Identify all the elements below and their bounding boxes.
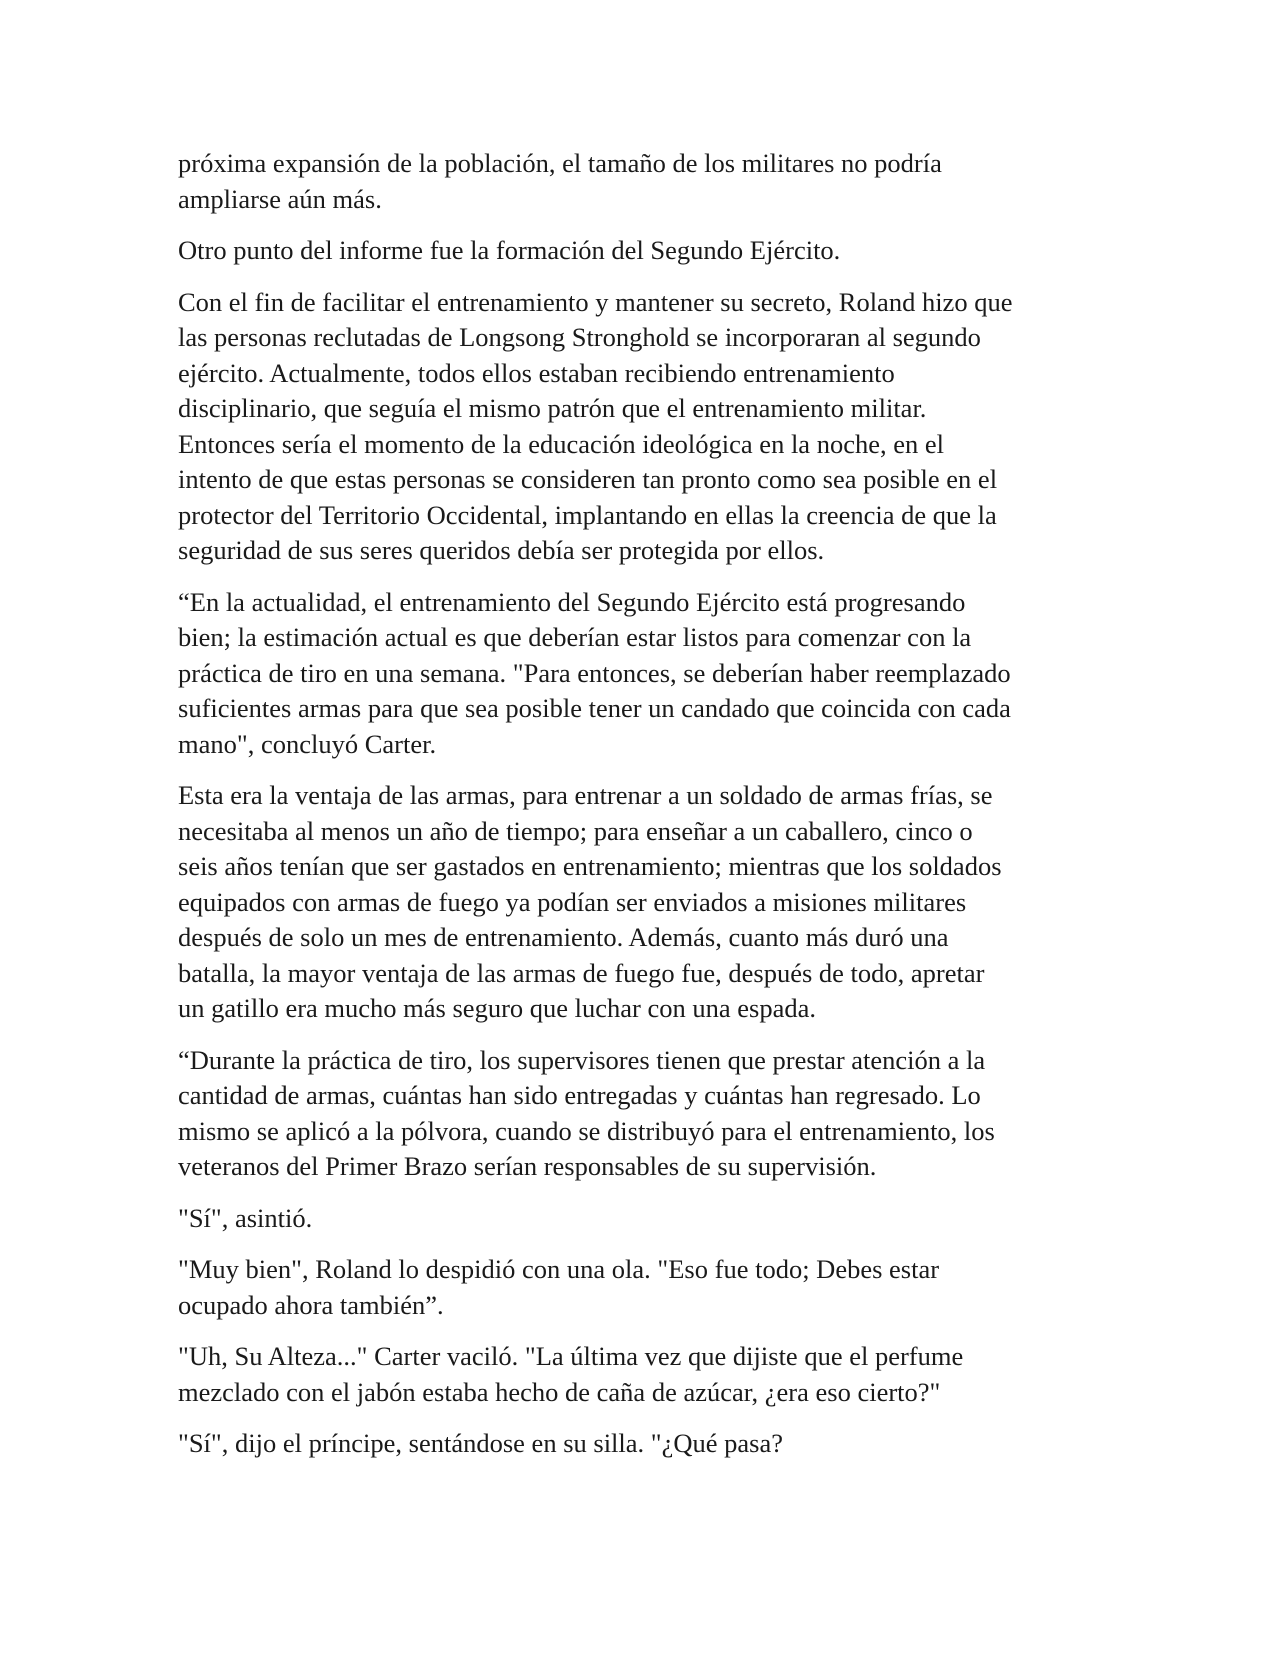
text-line: mezclado con el jabón estaba hecho de caña de azúcar, ¿era eso cierto?" [178,1376,941,1407]
paragraph [178,1426,1108,1462]
paragraph [178,146,1108,217]
text-line: “Durante la práctica de tiro, los supervisores tienen que prestar atención a la [178,1044,986,1075]
text-line: seis años tenían que ser gastados en entrenamiento; mientras que los soldados [178,851,1002,881]
text-line: cantidad de armas, cuántas han sido entregadas y cuántas han regresado. Lo [178,1080,981,1110]
text-line: "Uh, Su Alteza..." Carter vaciló. "La última vez que dijiste que el perfume [178,1341,964,1371]
text-line: veteranos del Primer Brazo serían responsables de su supervisión. [178,1151,877,1181]
text-line: Con el fin de facilitar el entrenamiento y mantener su secreto, Roland hizo que [178,286,1013,317]
text-line: mismo se aplicó a la pólvora, cuando se distribuyó para el entrenamiento, los [178,1115,995,1146]
text-line: "Muy bien", Roland lo despidió con una ola. "Eso fue todo; Debes estar [178,1254,940,1284]
text-line: práctica de tiro en una semana. "Para entonces, se deberían haber reemplazado [178,657,1011,688]
text-line: suficientes armas para que sea posible tener un candado que coincida con cada [178,693,1011,723]
document-body [178,146,1108,1478]
text-line: "Sí", asintió. [178,1202,313,1233]
text-line: equipados con armas de fuego ya podían ser enviados a misiones militares [178,886,967,917]
paragraph [178,778,1108,1027]
paragraph [178,233,1108,269]
text-line: bien; la estimación actual es que deberían estar listos para comenzar con la [178,622,972,652]
text-line: Otro punto del informe fue la formación del Segundo Ejército. [178,235,841,265]
text-line: seguridad de sus seres queridos debía ser protegida por ellos. [178,535,825,565]
text-line: batalla, la mayor ventaja de las armas de fuego fue, después de todo, apretar [178,957,985,988]
paragraph [178,1201,1108,1237]
text-line: “En la actualidad, el entrenamiento del Segundo Ejército está progresando [178,586,966,617]
paragraph [178,1252,1108,1323]
text-line: ocupado ahora también”. [178,1289,444,1320]
text-line: "Sí", dijo el príncipe, sentándose en su silla. "¿Qué pasa? [178,1428,783,1458]
text-line: ampliarse aún más. [178,183,382,214]
text-line: mano", concluyó Carter. [178,728,437,759]
text-line: Entonces sería el momento de la educación ideológica en la noche, en el [178,428,944,459]
paragraph [178,1043,1108,1185]
paragraph [178,1339,1108,1410]
text-line: próxima expansión de la población, el tamaño de los militares no podría [178,148,942,178]
text-line: protector del Territorio Occidental, implantando en ellas la creencia de que la [178,499,997,530]
text-line: disciplinario, que seguía el mismo patrón que el entrenamiento militar. [178,393,927,423]
text-line: Esta era la ventaja de las armas, para entrenar a un soldado de armas frías, se [178,780,993,810]
text-line: las personas reclutadas de Longsong Stronghold se incorporaran al segundo [178,322,981,352]
text-line: después de solo un mes de entrenamiento. Además, cuanto más duró una [178,922,949,952]
text-line: ejército. Actualmente, todos ellos estaban recibiendo entrenamiento [178,357,895,388]
paragraph [178,585,1108,763]
text-line: necesitaba al menos un año de tiempo; para enseñar a un caballero, cinco o [178,815,973,846]
paragraph [178,285,1108,569]
text-line: intento de que estas personas se consideren tan pronto como sea posible en el [178,464,998,494]
text-line: un gatillo era mucho más seguro que luchar con una espada. [178,993,816,1023]
